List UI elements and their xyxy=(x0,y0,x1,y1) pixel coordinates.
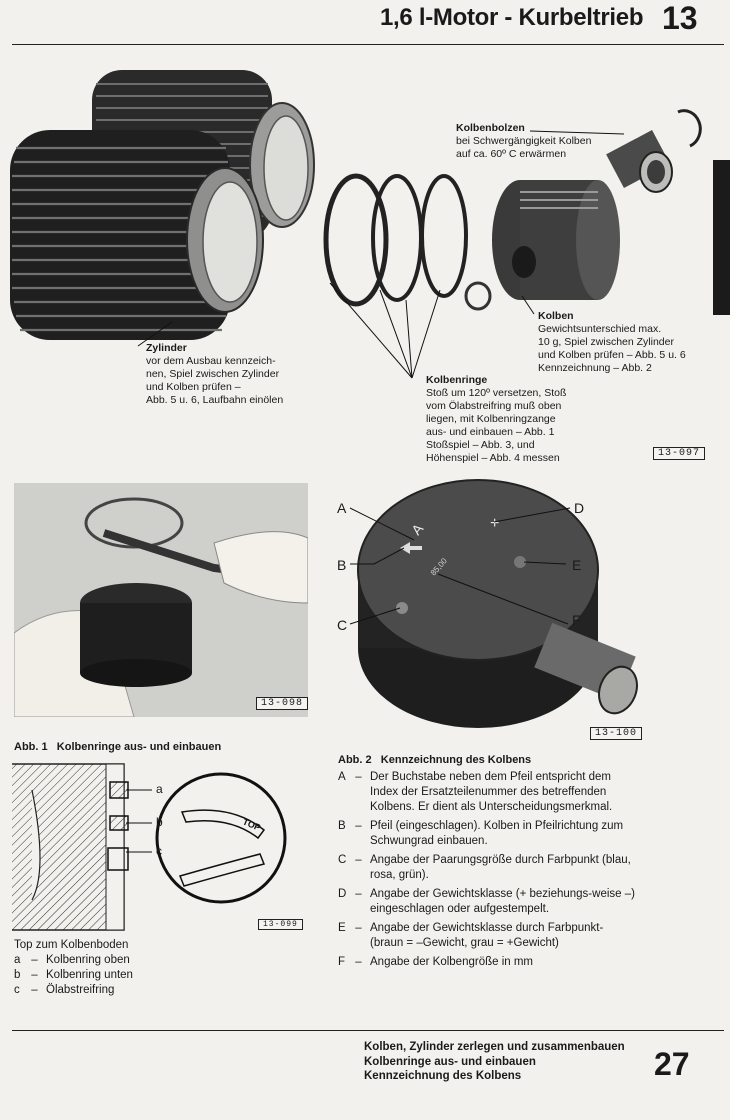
callout-kolbenbolzen: Kolbenbolzen bei Schwergängigkeit Kolben auf ca. 60º C erwärmen xyxy=(456,122,592,160)
callout-zylinder: Zylinder vor dem Ausbau kennzeich- nen, Spiel zwischen Zylinder und Kolben prüfen – Abb. 5 u. 6, Laufbahn einölen xyxy=(146,342,284,406)
footer-rule xyxy=(12,1030,724,1031)
figure3-item-b: b – Kolbenring unten xyxy=(14,969,133,981)
legend-item-b: B – Pfeil (eingeschlagen). Kolben in Pfeilrichtung zum Schwungrad einbauen. xyxy=(338,820,624,847)
ring-label-a: a xyxy=(156,782,163,796)
figure2-caption: Abb. 2 Kennzeichnung des Kolbens xyxy=(338,754,532,766)
figure2-legend xyxy=(338,770,638,974)
figure2-id: 13-100 xyxy=(590,727,642,740)
page-title: 1,6 l-Motor - Kurbeltrieb xyxy=(380,4,644,31)
label-d: D xyxy=(574,500,585,516)
legend-item-e: E – Angabe der Gewichtsklasse durch Farbpunkt- (braun = –Gewicht, grau = +Gewicht) xyxy=(338,922,604,949)
legend-item-d: D – Angabe der Gewichtsklasse (+ beziehungs-weise –) eingeschlagen oder aufgestempelt. xyxy=(338,888,635,915)
footer-line: Kolbenringe aus- und einbauen xyxy=(364,1055,536,1068)
callout-kolben: Kolben Gewichtsunterschied max. 10 g, Spiel zwischen Zylinder und Kolben prüfen – Abb. 5 u. 6 Kennzeichnung – Abb. 2 xyxy=(538,310,686,374)
figure3-item-a: a – Kolbenring oben xyxy=(14,954,130,966)
ring-a-section xyxy=(110,782,128,798)
label-a: A xyxy=(337,500,347,516)
label-c: C xyxy=(337,617,348,633)
footer-topics xyxy=(364,1040,625,1084)
figure-id-top: 13-097 xyxy=(653,447,705,460)
circlip-left xyxy=(466,283,490,309)
figure1-id: 13-098 xyxy=(256,697,308,710)
figure1-caption: Abb. 1 Kolbenringe aus- und einbauen xyxy=(14,741,222,753)
header-rule xyxy=(12,44,724,45)
figure3-caption-title: Top zum Kolbenboden xyxy=(14,939,129,951)
detail-circle xyxy=(157,774,285,902)
footer-line: Kennzeichnung des Kolbens xyxy=(364,1070,522,1082)
piston-pin xyxy=(606,130,672,192)
ring-pliers-illustration xyxy=(14,483,308,717)
cylinder-front xyxy=(10,130,263,340)
footer-line: Kolben, Zylinder zerlegen und zusammenbauen xyxy=(364,1041,625,1053)
figure3-id: 13-099 xyxy=(258,919,303,930)
exploded-view-illustration xyxy=(0,50,712,470)
circlip-right xyxy=(678,111,700,146)
piston-crown-illustration xyxy=(330,478,710,740)
figure1-photo xyxy=(14,483,308,717)
legend-item-f: F – Angabe der Kolbengröße in mm xyxy=(338,956,534,968)
piston-rings xyxy=(326,176,466,304)
legend-item-a: A – Der Buchstabe neben dem Pfeil entspricht dem Index der Ersatzteilenummer des betreffenden Kolbens. Er dient als Unterscheidungsmerkmal. xyxy=(338,771,613,813)
ring-label-c: c xyxy=(156,844,162,858)
label-e: E xyxy=(572,557,582,573)
legend-item-c: C – Angabe der Paarungsgröße durch Farbpunkt (blau, rosa, grün). xyxy=(338,854,631,881)
ring-b-section xyxy=(110,816,128,830)
label-b: B xyxy=(337,557,347,573)
piston xyxy=(492,180,620,300)
label-f: F xyxy=(572,612,581,628)
page-number: 27 xyxy=(654,1046,690,1082)
crown-size-mark: 85,00 xyxy=(428,556,449,578)
chapter-edge-tab xyxy=(713,160,730,315)
top-mark: TOP xyxy=(241,816,263,833)
chapter-number: 13 xyxy=(662,0,698,36)
crown-letter-a: A xyxy=(408,520,427,538)
ring-label-b: b xyxy=(156,815,163,829)
callout-kolbenringe: Kolbenringe Stoß um 120º versetzen, Stoß vom Ölabstreifring muß oben liegen, mit Kolbenringzange aus- und einbauen – Abb. 1 Stoßspiel – Abb. 3, und Höhenspiel – Abb. 4 messen xyxy=(426,374,567,464)
figure3-item-c: c – Ölabstreifring xyxy=(14,984,115,996)
color-dot-c xyxy=(396,602,408,614)
figure3-legend xyxy=(14,938,274,998)
weight-plus-mark: + xyxy=(490,515,500,532)
